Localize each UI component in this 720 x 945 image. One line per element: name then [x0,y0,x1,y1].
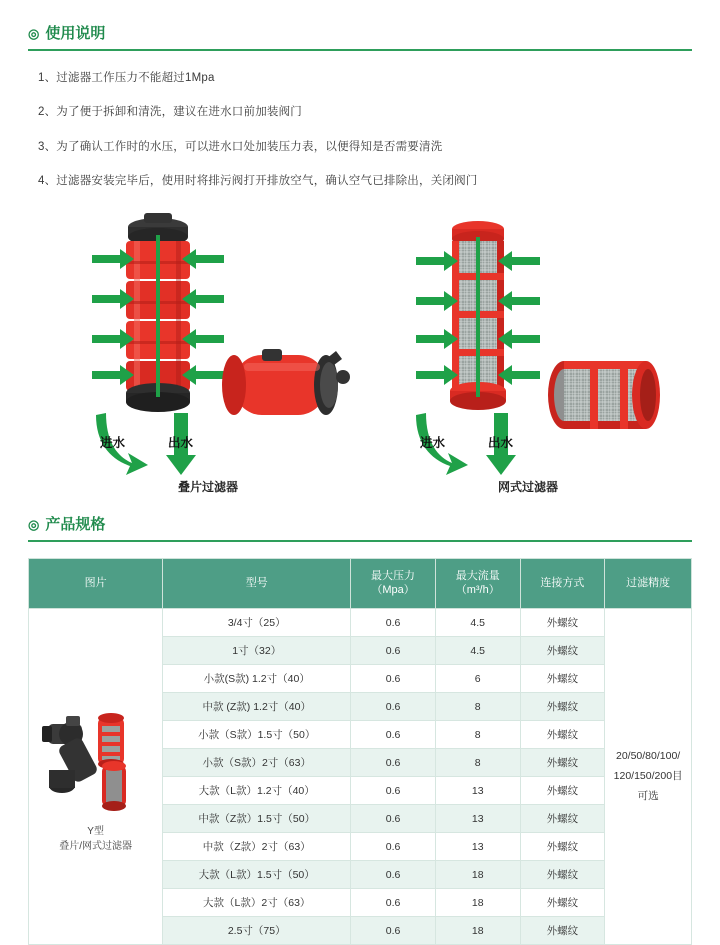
cell-model: 中款（Z款）2寸（63） [163,833,351,861]
cell-model: 小款（S款）2寸（63） [163,749,351,777]
col-header-flow-line1: 最大流量 [455,569,500,582]
table-header-row [29,558,692,609]
cell-flow: 18 [435,861,520,889]
cell-pressure: 0.6 [351,805,436,833]
screen-cartridge-vertical [450,221,506,410]
col-header-image: 图片 [29,558,163,609]
cell-pressure: 0.6 [351,693,436,721]
usage-instruction-list [28,69,692,191]
cell-model: 大款（L款）2寸（63） [163,889,351,917]
cell-connection: 外螺纹 [520,889,605,917]
table-row [29,609,692,637]
cell-flow: 4.5 [435,609,520,637]
cell-pressure: 0.6 [351,917,436,945]
product-image-caption-line1: Y型 [87,825,104,837]
cell-flow: 8 [435,749,520,777]
spec-table-body [29,609,692,945]
cell-pressure: 0.6 [351,665,436,693]
cell-model: 中款 (Z款) 1.2寸（40） [163,693,351,721]
cell-flow: 13 [435,805,520,833]
col-header-pressure [351,558,436,609]
cell-connection: 外螺纹 [520,721,605,749]
cell-model: 1寸（32） [163,637,351,665]
col-header-flow [435,558,520,609]
usage-item: 4、过滤器安装完毕后，使用时将排污阀打开排放空气，确认空气已排除出，关闭阀门 [38,175,478,188]
ring-icon: ◎ [28,516,40,532]
illustration-disc-filter [48,207,368,497]
product-image-cell [29,609,163,945]
illustration-screen-filter [368,207,688,497]
usage-item: 3、为了确认工作时的水压，可以进水口处加装压力表，以便得知是否需要清洗 [38,140,443,153]
disc-cartridge-photo [98,713,124,769]
cell-connection: 外螺纹 [520,749,605,777]
spec-table-head [29,558,692,609]
disc-filter-horizontal [222,349,350,415]
screen-cartridge-photo [102,761,126,811]
cell-flow: 18 [435,889,520,917]
accuracy-line-2: 120/150/200目 [613,769,683,782]
screen-filter-horizontal [548,361,660,429]
inlet-label-disc: 进水 [100,435,126,450]
cell-connection: 外螺纹 [520,805,605,833]
cell-model: 大款（L款）1.5寸（50） [163,861,351,889]
cell-flow: 4.5 [435,637,520,665]
cell-flow: 18 [435,917,520,945]
cell-connection: 外螺纹 [520,917,605,945]
ring-icon: ◎ [28,26,40,41]
section-heading-usage [28,22,692,51]
section-title-usage: 使用说明 [45,25,106,42]
usage-item: 1、过滤器工作压力不能超过1Mpa [38,72,215,84]
accuracy-line-1: 20/50/80/100/ [615,749,681,762]
cell-model: 中款（Z款）1.5寸（50） [163,805,351,833]
cell-connection: 外螺纹 [520,833,605,861]
product-photo [40,700,152,818]
cell-connection: 外螺纹 [520,693,605,721]
section-heading-spec [28,513,692,542]
col-header-connection: 连接方式 [520,558,605,609]
cell-connection: 外螺纹 [520,861,605,889]
cell-pressure: 0.6 [351,721,436,749]
col-header-pressure-line1: 最大压力 [371,569,416,582]
outlet-label-screen: 出水 [488,435,514,450]
cell-model: 小款（S款）1.5寸（50） [163,721,351,749]
disc-cartridge-vertical [126,213,190,412]
cell-model: 大款（L款）1.2寸（40） [163,777,351,805]
page-root [0,22,720,938]
cell-pressure: 0.6 [351,637,436,665]
cell-connection: 外螺纹 [520,637,605,665]
caption-disc-filter: 叠片过滤器 [177,479,238,494]
spec-table-wrapper [28,558,692,945]
cell-connection: 外螺纹 [520,777,605,805]
outlet-label-disc: 出水 [168,435,194,450]
cell-flow: 8 [435,721,520,749]
col-header-model: 型号 [163,558,351,609]
cell-flow: 6 [435,665,520,693]
cell-pressure: 0.6 [351,609,436,637]
col-header-flow-line2: （m³/h） [455,584,500,597]
accuracy-line-3: 可选 [637,789,659,802]
cell-flow: 8 [435,693,520,721]
inlet-label-screen: 进水 [420,435,446,450]
cell-pressure: 0.6 [351,833,436,861]
disc-filter-drawing [48,207,368,497]
cell-pressure: 0.6 [351,777,436,805]
cell-flow: 13 [435,777,520,805]
cell-model: 3/4寸（25） [163,609,351,637]
y-filter-body [42,716,99,793]
spec-table [28,558,692,945]
cell-accuracy [605,609,692,945]
product-image-caption [59,824,132,854]
cell-connection: 外螺纹 [520,609,605,637]
section-title-spec: 产品规格 [45,515,106,533]
caption-screen-filter: 网式过滤器 [497,479,558,494]
illustration-row [28,207,692,497]
cell-connection: 外螺纹 [520,665,605,693]
cell-model: 2.5寸（75） [163,917,351,945]
screen-filter-drawing [368,207,688,497]
cell-pressure: 0.6 [351,861,436,889]
cell-flow: 13 [435,833,520,861]
product-image-caption-line2: 叠片/网式过滤器 [59,840,133,852]
cell-pressure: 0.6 [351,749,436,777]
col-header-pressure-line2: （Mpa） [371,584,415,597]
cell-pressure: 0.6 [351,889,436,917]
col-header-accuracy: 过滤精度 [605,558,692,609]
cell-model: 小款(S款) 1.2寸（40） [163,665,351,693]
usage-item: 2、为了便于拆卸和清洗，建议在进水口前加装阀门 [38,106,302,119]
